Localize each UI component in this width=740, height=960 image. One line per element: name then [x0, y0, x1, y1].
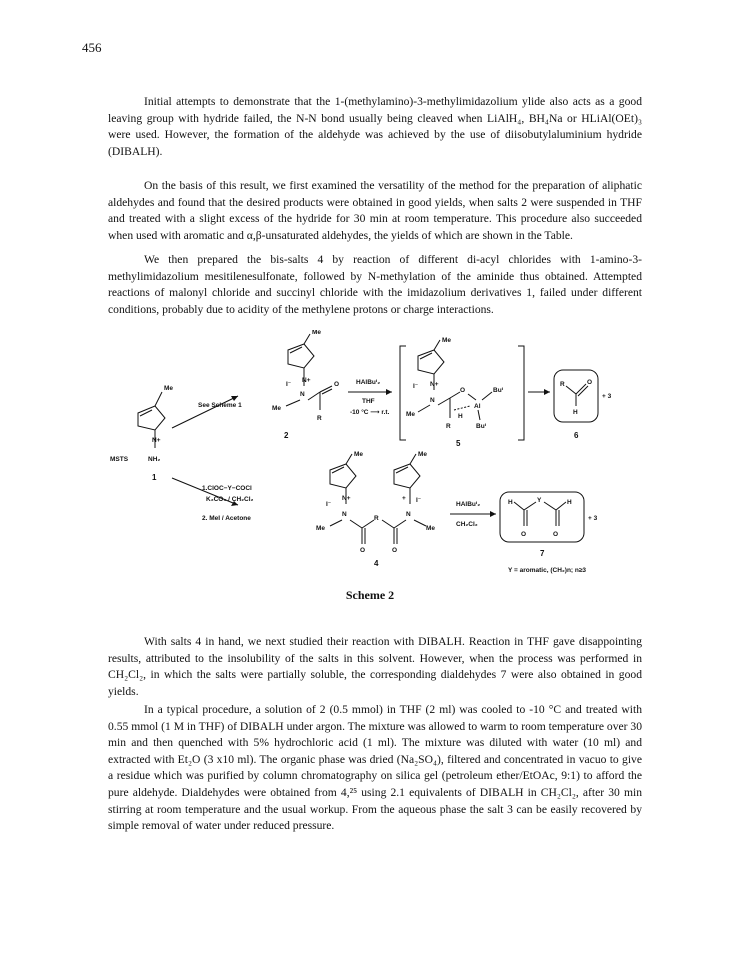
me-label: Me [316, 525, 326, 532]
n-label: N [430, 397, 435, 404]
me-label: Me [418, 451, 428, 458]
compound-6-number: 6 [574, 431, 579, 440]
n-label: N [406, 511, 411, 518]
solvent-label: THF [362, 398, 375, 405]
o-label: O [360, 547, 366, 554]
y-definition-label: Y = aromatic, (CH₂)n; n≥3 [508, 567, 587, 574]
me-label: Me [164, 385, 174, 392]
compound-2-number: 2 [284, 431, 289, 440]
o-label: O [334, 381, 340, 388]
paragraph-5: In a typical procedure, a solution of 2 (0.5 mmol) in THF (2 ml) was cooled to -10 °C and treated with 0.55 mmol (1 M in THF) of DIBALH under argon. The mixture was allowed to warm to room temperature over 30 min and then quenched with 5% hydrochloric acid (1 ml). The mixture was diluted with water (10 ml) and extracted with Et₂O (3 x10 ml). The organic phase was dried (Na₂SO₄), filtered and concentrated in vacuo to give a residue which was purified by column chromatography on silica gel (petroleum ether/EtOAc, 9:1) to afford the pure aldehyde. Dialdehydes were obtained from 4,²⁵ using 2.1 equivalents of DIBALH in CH₂Cl₂, after 30 min stirring at room temperature and the usual workup. From the aqueous phase the salt 3 can be easily recovered by simple removal of water under reduced pressure. [108, 703, 642, 833]
al-label: Al [474, 403, 481, 410]
msts-label: MSTS [110, 456, 129, 463]
o-label: O [460, 387, 466, 394]
solvent-label: CH₂Cl₂ [456, 521, 478, 528]
y-linker-label: R [374, 515, 379, 522]
paragraph-2: On the basis of this result, we first examined the versatility of the method for the preparation of aliphatic aldehydes and found that the desired products were obtained in good yields, when salts 2 were suspended in THF and treated with a slight excess of the hydride for 30 min at room temperature. This procedure also succeeded when used with aromatic and α,β-unsaturated aldehydes, the yields of which are shown in the Table. [108, 179, 642, 242]
step2-label: 2. MeI / Acetone [202, 515, 251, 522]
compound-5-structure [406, 337, 504, 448]
h-label: H [458, 413, 463, 420]
n-label: N [342, 511, 347, 518]
r-label: R [317, 415, 322, 422]
step1-label: 1.ClOC−Y−COCl [202, 485, 252, 492]
r-label: R [446, 423, 451, 430]
scheme-caption: Scheme 2 [345, 588, 395, 602]
reaction-scheme [110, 330, 630, 585]
compound-7-number: 7 [540, 549, 545, 558]
o-label: O [392, 547, 398, 554]
me-label: Me [426, 525, 436, 532]
n-plus-label: N+ [152, 437, 161, 444]
see-scheme-label: See Scheme 1 [198, 402, 242, 409]
compound-1-structure [110, 385, 173, 482]
me-label: Me [442, 337, 452, 344]
compound-7-structure [500, 492, 598, 574]
me-label: Me [272, 405, 282, 412]
nh2-label: NH₂ [148, 456, 161, 463]
compound-4-structure [316, 451, 435, 568]
svg-text:Y: Y [537, 497, 542, 504]
step1b-label: K₂CO₃ / CH₂Cl₂ [206, 496, 254, 503]
compound-4-number: 4 [374, 559, 379, 568]
scheme-drawing [110, 330, 630, 585]
me-label: Me [312, 330, 322, 336]
iodide-label: I⁻ [413, 383, 419, 390]
h-label: H [508, 499, 513, 506]
byproduct-label: + 3 [588, 515, 598, 522]
n-label: N [300, 391, 305, 398]
reagent-label: HAlBuⁱ₂ [356, 379, 381, 386]
o-label: O [587, 379, 593, 386]
n-plus-label: N+ [342, 495, 351, 502]
me-label: Me [406, 411, 416, 418]
reagent-label: HAlBuⁱ₂ [456, 501, 481, 508]
page-number: 456 [82, 40, 102, 55]
me-label: Me [354, 451, 364, 458]
compound-5-number: 5 [456, 439, 461, 448]
paragraph-3: We then prepared the bis-salts 4 by reaction of different di-acyl chlorides with 1-amino-3-methylimidazolium mesitilenesulfonate, followed by N-methylation of the aminide thus obtained. Attempted reactions of malonyl chloride and succinyl chloride with the imidazolium derivatives 1, failed under different conditions, probably due to acidity of the methylene protons or charge interactions. [108, 253, 642, 316]
byproduct-label: + 3 [602, 393, 612, 400]
r-label: R [560, 381, 565, 388]
temperature-label: -10 °C ⟶ r.t. [350, 409, 390, 416]
iodide-label: I⁻ [326, 501, 332, 508]
paragraph-4: With salts 4 in hand, we next studied their reaction with DIBALH. Reaction in THF gave disappointing results, attributed to the insolubility of the salts in this solvent. However, when the process was performed in CH₂Cl₂, in which the salts were partially soluble, the corresponding dialdehydes 7 were also obtained in good yields. [108, 635, 642, 698]
compound-1-number: 1 [152, 473, 157, 482]
n-plus-label: N+ [302, 377, 311, 384]
plus-label: + [402, 495, 406, 502]
n-plus-label: N+ [430, 381, 439, 388]
iodide-label: I⁻ [416, 497, 422, 504]
o-label: O [521, 531, 527, 538]
compound-6-structure [554, 370, 612, 440]
h-label: H [567, 499, 572, 506]
compound-2-structure [272, 330, 339, 440]
paragraph-1: Initial attempts to demonstrate that the 1-(methylamino)-3-methylimidazolium ylide also acts as a good leaving group with hydride failed, the N-N bond usually being cleaved when LiAlH₄, BH₄Na or HLiAl(OEt)₃ were used. However, the formation of the aldehyde was achieved by the use of diisobutylaluminium hydride (DIBALH). [108, 95, 642, 158]
bu-label: Buⁱ [493, 387, 504, 394]
o-label: O [553, 531, 559, 538]
iodide-label: I⁻ [286, 381, 292, 388]
bu-label: Buⁱ [476, 423, 487, 430]
h-label: H [573, 409, 578, 416]
